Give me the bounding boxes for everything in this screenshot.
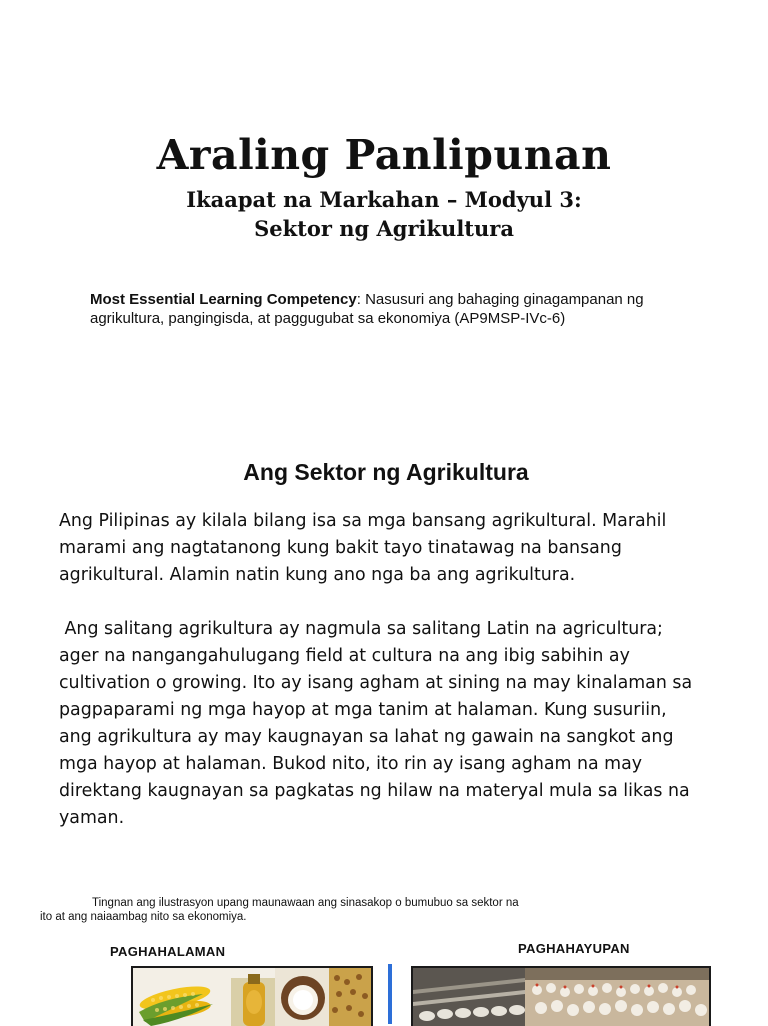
- illustration-caption-line2: ito at ang naiaambag nito sa ekonomiya.: [40, 911, 247, 923]
- paragraph-line: Ang Pilipinas ay kilala bilang isa sa mga bansang agrikultural. Marahil: [59, 511, 667, 531]
- paragraph-line: ang agrikultura ay may kaugnayan sa lahat ng gawain na sangkot ang: [59, 727, 674, 747]
- melc-separator: :: [356, 291, 361, 308]
- section-divider: [388, 964, 392, 1024]
- crops-photo: [131, 966, 373, 1026]
- grains-icon: [329, 968, 371, 1026]
- label-paghahalaman: PAGHAHALAMAN: [110, 944, 226, 959]
- paragraph-line: marami ang nagtatanong kung bakit tayo tinatawag na bansang: [59, 538, 622, 558]
- section-heading: Ang Sektor ng Agrikultura: [243, 459, 529, 485]
- melc-text-line2: agrikultura, pangingisda, at paggugubat sa ekonomiya (AP9MSP-IVc-6): [90, 310, 566, 327]
- page-title: Araling Panlipunan: [156, 131, 612, 179]
- paragraph-line: pagpaparami ng mga hayop at mga tanim at halaman. Kung susuriin,: [59, 700, 667, 720]
- coconut-icon: [275, 968, 329, 1026]
- paragraph-line: direktang kaugnayan sa pagkatas ng hilaw na materyal mula sa likas na: [59, 781, 690, 801]
- paragraph-1: [59, 508, 719, 589]
- crops-illustration: [133, 968, 371, 1026]
- livestock-photo: [411, 966, 711, 1026]
- melc-text-line1: Nasusuri ang bahaging ginagampanan ng: [360, 291, 644, 308]
- paragraph-line: mga hayop at halaman. Bukod nito, ito rin ay isang agham na may: [59, 754, 643, 774]
- oil-bottle-icon: [231, 974, 275, 1026]
- livestock-illustration: [413, 968, 709, 1026]
- paragraph-line: Ang salitang agrikultura ay nagmula sa salitang Latin na agricultura;: [59, 619, 663, 639]
- illustration-caption-line1: Tingnan ang ilustrasyon upang maunawaan ang sinasakop o bumubuo sa sektor na: [92, 897, 519, 909]
- barn-icon: [413, 968, 525, 1026]
- paragraph-line: ager na nangangahulugang field at cultura na ang ibig sabihin ay: [59, 646, 630, 666]
- subtitle-quarter-module: Ikaapat na Markahan – Modyul 3:: [186, 187, 582, 212]
- paragraph-line: cultivation o growing. Ito ay isang agham at sining na may kinalaman sa: [59, 673, 693, 693]
- chickens-icon: [525, 968, 709, 1026]
- melc-block: [90, 290, 700, 328]
- paragraph-line: yaman.: [59, 808, 125, 828]
- paragraph-2: [59, 616, 719, 832]
- melc-label: Most Essential Learning Competency: [90, 291, 357, 308]
- label-paghahayupan: PAGHAHAYUPAN: [518, 941, 630, 956]
- paragraph-line: agrikultural. Alamin natin kung ano nga ba ang agrikultura.: [59, 565, 576, 585]
- subtitle-topic: Sektor ng Agrikultura: [254, 216, 514, 241]
